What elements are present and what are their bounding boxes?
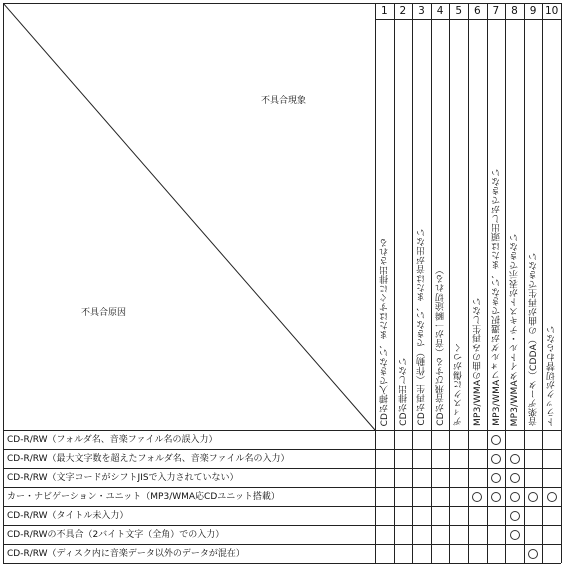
circle-mark [510,454,520,464]
circle-mark [491,473,501,483]
grid-vline [3,3,4,563]
symptom-title: 不具合現象 [261,96,307,106]
circle-mark [510,473,520,483]
grid-vline [542,3,543,563]
circle-mark [528,549,538,559]
row-label: CD-R/RWの不具合（2バイト文字（全角）での入力） [7,529,225,540]
column-label: CDが排出しない [398,357,409,426]
grid-vline [524,3,525,563]
grid-vline [412,3,413,563]
row-label: CD-R/RW（ディスク内に音楽データ以外のデータが混在） [7,548,245,559]
circle-mark [510,492,520,502]
grid-vline [468,3,469,563]
row-label: CD-R/RW（最大文字数を超えたフォルダ名、音楽ファイル名の入力） [7,453,290,464]
circle-mark [491,492,501,502]
grid-vline [505,3,506,563]
column-label: ディスクに傷がつく [454,343,465,426]
circle-mark [491,435,501,445]
grid-vline [394,3,395,563]
column-number: 9 [529,5,537,17]
grid-vline [561,3,562,563]
grid-hline [3,563,561,564]
column-number: 4 [436,5,444,17]
column-number: 7 [492,5,500,17]
compatibility-table [3,3,561,563]
column-label: 音楽データ（CDDA）の曲が再生できない [528,251,539,426]
column-label: MP3/WMAタイトル・テキストが表示できない [510,232,521,426]
circle-mark [491,454,501,464]
column-number: 8 [511,5,518,17]
column-number: 6 [473,5,481,17]
circle-mark [472,492,482,502]
row-label: カー・ナビゲーション・ユニット（MP3/WMA応CDユニット搭載） [7,491,280,502]
column-number: 10 [545,5,559,17]
column-label: MP3/WMAフォルダが選択できない、または頭出しができない [491,168,502,426]
circle-mark [510,530,520,540]
column-label: CDが挿入できない、またはすぐに排出される [380,237,390,426]
column-label: MP3/WMAの曲のみ再生しない [473,297,483,426]
row-label: CD-R/RW（文字コードがシフトJISで入力されていない） [7,472,239,483]
column-label: CDが再生（作動）できない、または音が出ない [417,228,428,426]
column-number: 2 [399,5,407,17]
circle-mark [510,511,520,521]
cause-title: 不具合原因 [81,308,127,318]
grid-vline [431,3,432,563]
grid-vline [487,3,488,563]
grid-vline [449,3,450,563]
column-number: 3 [418,5,425,17]
column-number: 5 [455,5,463,17]
column-label: CDが音飛びする（音が一瞬途切れる） [435,265,446,426]
row-label: CD-R/RW（フォルダ名、音楽ファイル名の誤入力） [7,434,218,445]
column-number: 1 [380,5,388,17]
row-label: CD-R/RW（タイトル未入力） [7,510,129,521]
column-label: トラックが切替わらない [547,324,558,426]
circle-mark [547,492,557,502]
grid-vline [375,3,376,563]
circle-mark [528,492,538,502]
